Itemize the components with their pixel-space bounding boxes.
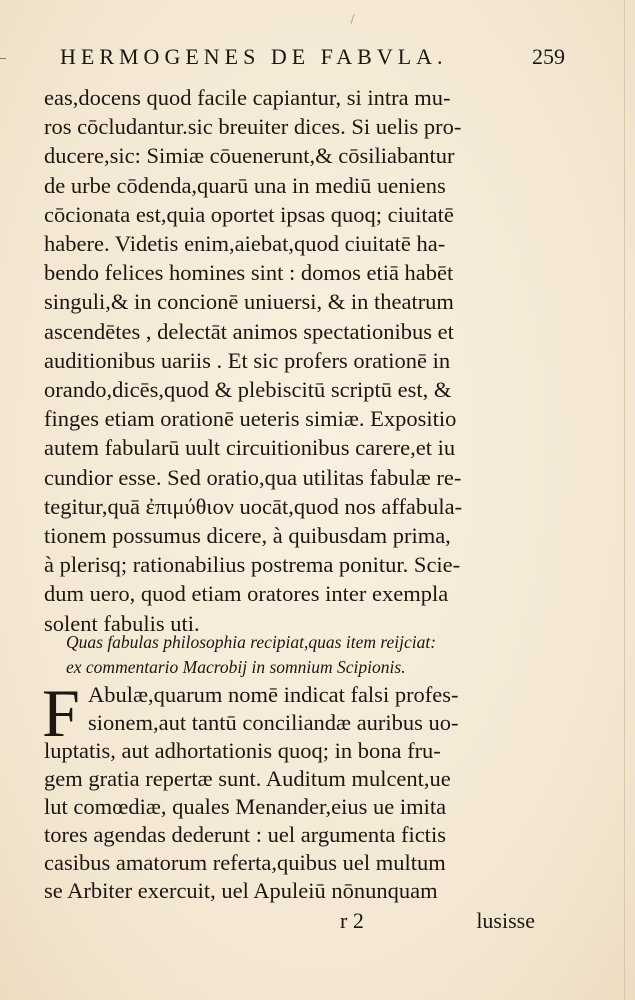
- paragraph-line: sionem,aut tantū conciliandæ auribus uo-: [88, 710, 459, 735]
- drop-cap: F: [42, 675, 80, 751]
- paragraph-line: se Arbiter exercuit, uel Apuleiū nōnunquam: [44, 878, 438, 903]
- paragraph-line: casibus amatorum referta,quibus uel multum: [44, 850, 446, 875]
- text-line: solent fabulis uti.: [44, 610, 200, 636]
- running-head: HERMOGENES DE FABVLA.: [60, 44, 448, 69]
- margin-tick: [0, 58, 6, 59]
- heading-line: ex commentario Macrobij in somnium Scipionis.: [66, 657, 406, 677]
- page-edge: [624, 0, 625, 1000]
- text-line: finges etiam orationē ueteris simiæ. Expositio: [44, 406, 457, 432]
- text-line: ros cōcludantur.sic breuiter dices. Si uelis pro-: [44, 114, 462, 140]
- text-line: tionem possumus dicere, à quibusdam prima,: [44, 523, 451, 549]
- text-line: tegitur,quā ἐπιμύθιον uocāt,quod nos affabula-: [44, 493, 463, 519]
- body-text: [44, 83, 534, 638]
- page-number: 259: [532, 44, 565, 69]
- signature-mark: r 2: [340, 908, 364, 933]
- text-line: auditionibus uariis . Et sic profers orationē in: [44, 347, 451, 373]
- paragraph-text: [42, 675, 534, 905]
- heading-line: Quas fabulas philosophia recipiat,quas item reijciat:: [66, 632, 437, 652]
- text-line: autem fabularū uult circuitionibus carere,et iu: [44, 435, 456, 461]
- text-line: habere. Videtis enim,aiebat,quod ciuitatē ha-: [44, 231, 446, 257]
- catchword: lusisse: [476, 908, 535, 933]
- text-line: bendo felices homines sint : domos etiā habēt: [44, 260, 454, 286]
- text-line: de urbe cōdenda,quarū una in mediū ueniens: [44, 172, 446, 198]
- page-footer: [340, 908, 535, 940]
- text-line: ascendētes , delectāt animos spectationibus et: [44, 318, 454, 344]
- text-line: singuli,& in concionē uniuersi, & in theatrum: [44, 289, 454, 315]
- text-line: eas,docens quod facile capiantur, si intra mu-: [44, 85, 451, 110]
- text-line: orando,dicēs,quod & plebiscitū scriptū est, &: [44, 377, 452, 403]
- paragraph-line: Abulæ,quarum nomē indicat falsi profes-: [88, 682, 459, 707]
- top-margin-mark: [350, 14, 354, 24]
- text-line: à plerisq; rationabilius postrema ponitur. Scie-: [44, 552, 461, 578]
- paragraph-line: luptatis, aut adhortationis quoq; in bona fru-: [44, 738, 441, 763]
- paragraph-line: gem gratia repertæ sunt. Auditum mulcent,ue: [44, 766, 451, 791]
- section-heading: [66, 630, 536, 680]
- paragraph-line: lut comœdiæ, quales Menander,eius ue imita: [44, 794, 447, 819]
- text-line: cōcionata est,quia oportet ipsas quoq; ciuitatē: [44, 201, 454, 227]
- text-line: ducere,sic: Simiæ cōuenerunt,& cōsiliabantur: [44, 143, 455, 169]
- text-line: cundior esse. Sed oratio,qua utilitas fabulæ re-: [44, 464, 462, 490]
- paragraph-line: tores agendas dederunt : uel argumenta fictis: [44, 822, 446, 847]
- page-header: [60, 44, 565, 78]
- text-line: dum uero, quod etiam oratores inter exempla: [44, 581, 449, 607]
